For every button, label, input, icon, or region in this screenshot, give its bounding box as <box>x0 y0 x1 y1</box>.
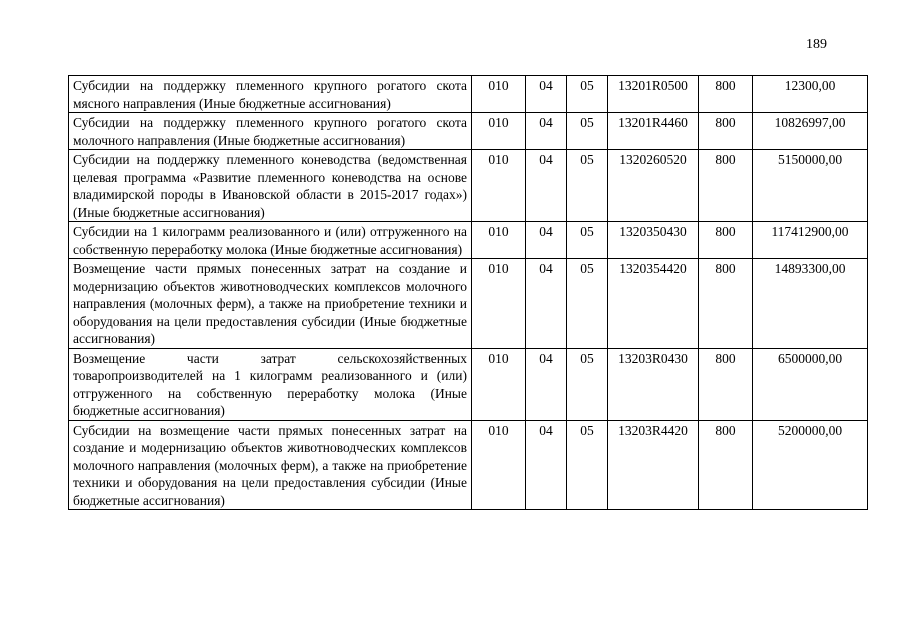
row-section-code: 04 <box>526 420 567 510</box>
row-subsection-code: 05 <box>567 150 608 222</box>
row-target-article: 1320350430 <box>608 222 699 259</box>
row-amount: 5150000,00 <box>753 150 868 222</box>
table-row <box>69 150 868 222</box>
row-expense-type: 800 <box>699 150 753 222</box>
row-subsection-code: 05 <box>567 420 608 510</box>
row-section-code: 04 <box>526 150 567 222</box>
row-ministry-code: 010 <box>472 420 526 510</box>
row-expense-type: 800 <box>699 113 753 150</box>
table-row <box>69 76 868 113</box>
row-expense-type: 800 <box>699 259 753 349</box>
row-amount: 5200000,00 <box>753 420 868 510</box>
row-description: Возмещение части затрат сельскохозяйственных товаропроизводителей на 1 килограмм реализованного и (или) отгруженного на собственную переработку молока (Иные бюджетные ассигнования) <box>69 348 472 420</box>
row-amount: 10826997,00 <box>753 113 868 150</box>
page-number: 189 <box>806 37 827 52</box>
row-target-article: 13201R0500 <box>608 76 699 113</box>
row-subsection-code: 05 <box>567 113 608 150</box>
row-expense-type: 800 <box>699 420 753 510</box>
row-target-article: 1320354420 <box>608 259 699 349</box>
row-section-code: 04 <box>526 113 567 150</box>
row-target-article: 13203R0430 <box>608 348 699 420</box>
row-description: Субсидии на поддержку племенного коневодства (ведомственная целевая программа «Развитие племенного коневодства на основе владимирской породы в Ивановской области в 2015-2017 годах») (Иные бюджетные ассигнования) <box>69 150 472 222</box>
row-description: Субсидии на возмещение части прямых понесенных затрат на создание и модернизацию объектов животноводческих комплексов молочного направления (молочных ферм), а также на приобретение техники и оборудования на цели предоставления субсидии (Иные бюджетные ассигнования) <box>69 420 472 510</box>
row-amount: 12300,00 <box>753 76 868 113</box>
row-description: Субсидии на поддержку племенного крупного рогатого скота мясного направления (Иные бюджетные ассигнования) <box>69 76 472 113</box>
row-ministry-code: 010 <box>472 259 526 349</box>
row-amount: 6500000,00 <box>753 348 868 420</box>
row-section-code: 04 <box>526 76 567 113</box>
table-row <box>69 420 868 510</box>
row-section-code: 04 <box>526 222 567 259</box>
row-expense-type: 800 <box>699 222 753 259</box>
row-section-code: 04 <box>526 259 567 349</box>
row-subsection-code: 05 <box>567 76 608 113</box>
row-description: Возмещение части прямых понесенных затрат на создание и модернизацию объектов животноводческих комплексов молочного направления (молочных ферм), а также на приобретение техники и оборудования на цели предоставления субсидии (Иные бюджетные ассигнования) <box>69 259 472 349</box>
row-ministry-code: 010 <box>472 76 526 113</box>
row-subsection-code: 05 <box>567 259 608 349</box>
row-expense-type: 800 <box>699 348 753 420</box>
row-subsection-code: 05 <box>567 222 608 259</box>
table-row <box>69 113 868 150</box>
row-section-code: 04 <box>526 348 567 420</box>
row-target-article: 13203R4420 <box>608 420 699 510</box>
row-expense-type: 800 <box>699 76 753 113</box>
row-ministry-code: 010 <box>472 113 526 150</box>
row-ministry-code: 010 <box>472 348 526 420</box>
row-ministry-code: 010 <box>472 150 526 222</box>
table-row <box>69 259 868 349</box>
row-ministry-code: 010 <box>472 222 526 259</box>
table-row <box>69 348 868 420</box>
row-target-article: 13201R4460 <box>608 113 699 150</box>
row-subsection-code: 05 <box>567 348 608 420</box>
budget-table <box>68 75 868 510</box>
row-target-article: 1320260520 <box>608 150 699 222</box>
row-description: Субсидии на поддержку племенного крупного рогатого скота молочного направления (Иные бюджетные ассигнования) <box>69 113 472 150</box>
row-amount: 117412900,00 <box>753 222 868 259</box>
row-description: Субсидии на 1 килограмм реализованного и (или) отгруженного на собственную переработку молока (Иные бюджетные ассигнования) <box>69 222 472 259</box>
table-row <box>69 222 868 259</box>
row-amount: 14893300,00 <box>753 259 868 349</box>
